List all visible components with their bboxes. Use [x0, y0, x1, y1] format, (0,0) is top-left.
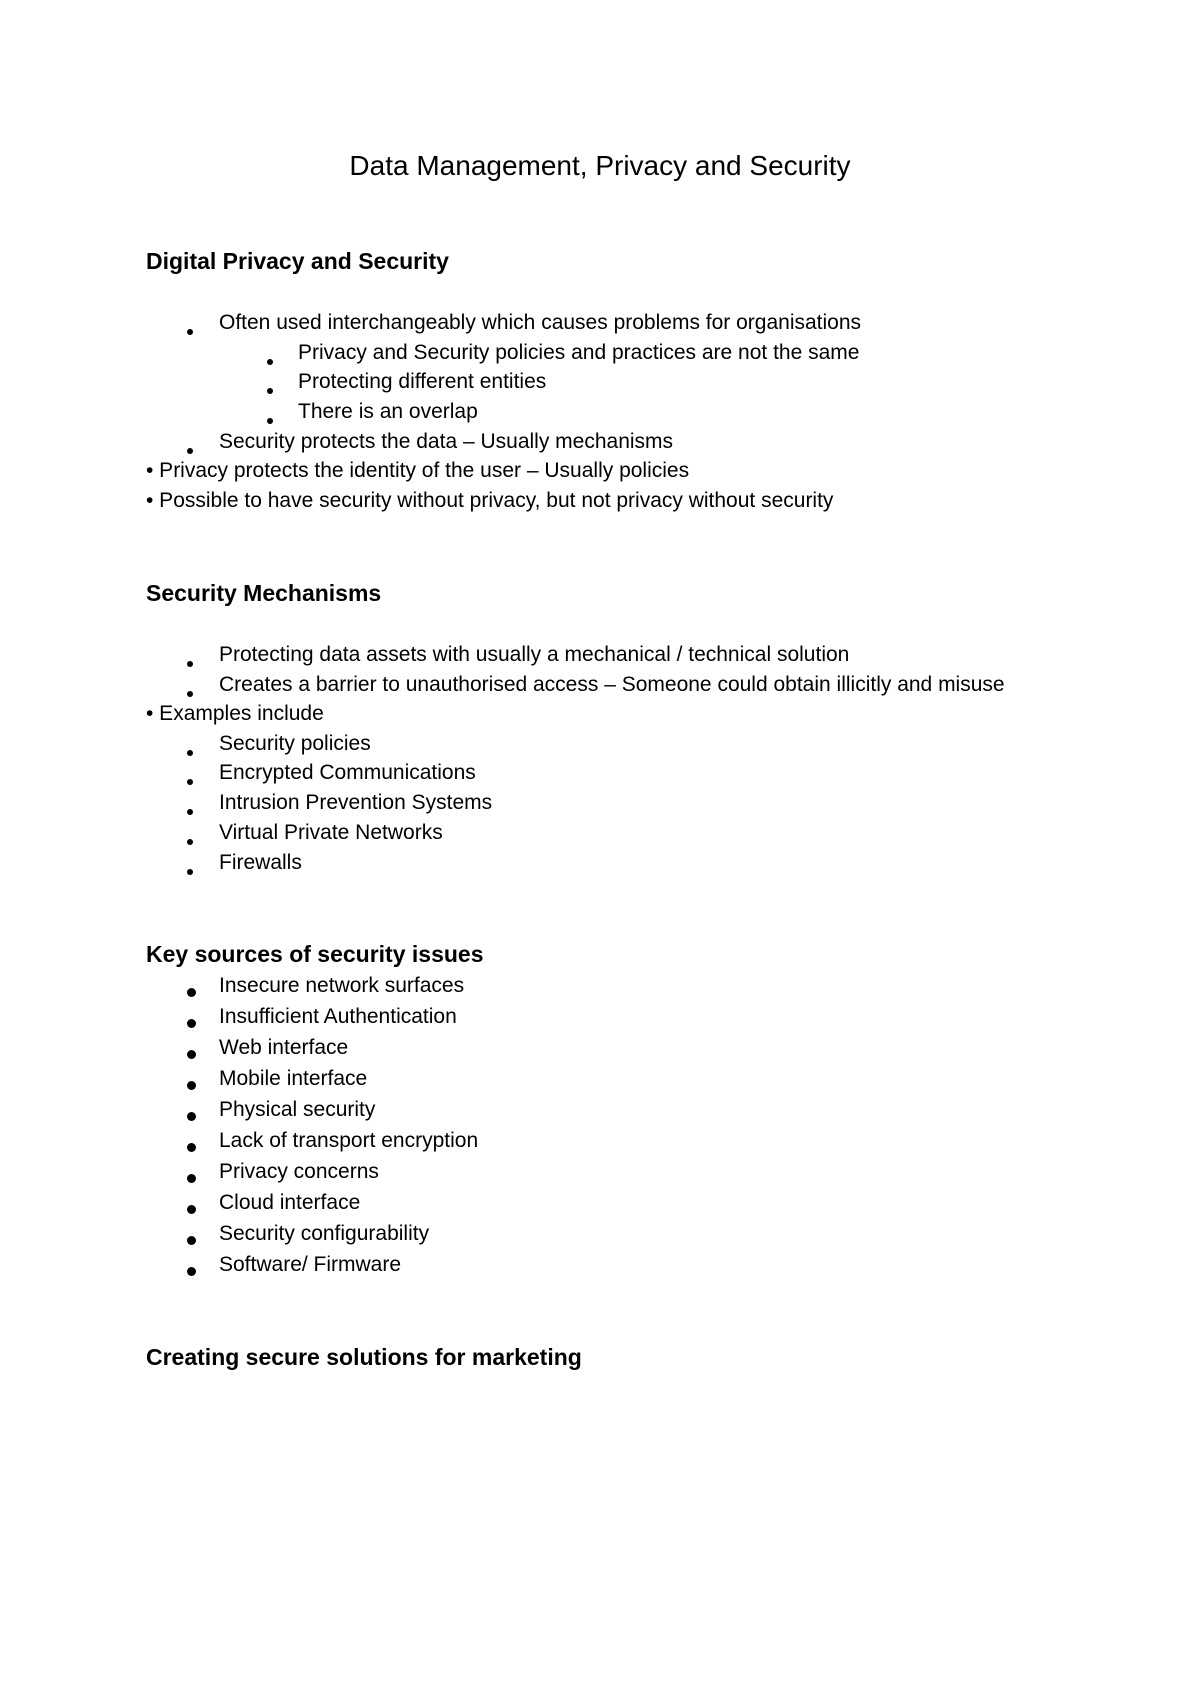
bullet-icon [187, 1232, 196, 1250]
section-heading-digital-privacy: Digital Privacy and Security [146, 248, 449, 274]
bullet-icon [187, 832, 193, 850]
bullet-icon [187, 1139, 196, 1157]
bullet-icon [187, 684, 193, 702]
section-heading-security-mechanisms: Security Mechanisms [146, 580, 382, 606]
bullet-icon [187, 743, 193, 761]
bullet-icon [187, 862, 193, 880]
list-item: Protecting different entities [298, 370, 547, 393]
bullet-icon [187, 441, 193, 459]
list-item: Encrypted Communications [219, 761, 476, 784]
list-item: • Possible to have security without privacy, but not privacy without security [146, 489, 834, 512]
section-heading-secure-solutions: Creating secure solutions for marketing [146, 1344, 582, 1370]
list-item: Lack of transport encryption [219, 1129, 479, 1152]
list-item: Security protects the data – Usually mechanisms [219, 430, 674, 453]
section-heading-key-sources: Key sources of security issues [146, 941, 484, 967]
list-item: Web interface [219, 1036, 349, 1059]
bullet-icon [187, 772, 193, 790]
list-item: Virtual Private Networks [219, 821, 443, 844]
list-item: Privacy concerns [219, 1160, 379, 1183]
bullet-icon [187, 322, 193, 340]
list-item: Security policies [219, 732, 371, 755]
bullet-icon [187, 1263, 196, 1281]
list-item: Mobile interface [219, 1067, 368, 1090]
list-item: Creates a barrier to unauthorised access – Someone could obtain illicitly and misuse [219, 673, 1005, 696]
bullet-icon [267, 411, 273, 429]
bullet-icon [187, 802, 193, 820]
document-title: Data Management, Privacy and Security [349, 150, 851, 181]
list-item: • Examples include [146, 702, 324, 725]
list-item: Insufficient Authentication [219, 1005, 457, 1028]
bullet-icon [187, 984, 196, 1002]
list-item: Cloud interface [219, 1191, 361, 1214]
list-item: Intrusion Prevention Systems [219, 791, 493, 814]
bullet-icon [187, 1015, 196, 1033]
list-item: Security configurability [219, 1222, 430, 1245]
list-item: Insecure network surfaces [219, 974, 465, 997]
list-item: Privacy and Security policies and practices are not the same [298, 341, 860, 364]
bullet-icon [267, 381, 273, 399]
bullet-icon [187, 1077, 196, 1095]
bullet-icon [187, 1046, 196, 1064]
list-item: Firewalls [219, 851, 302, 874]
list-item: Software/ Firmware [219, 1253, 402, 1276]
list-item: • Privacy protects the identity of the user – Usually policies [146, 459, 690, 482]
list-item: There is an overlap [298, 400, 478, 423]
list-item: Protecting data assets with usually a mechanical / technical solution [219, 643, 850, 666]
bullet-icon [187, 1201, 196, 1219]
list-item: Physical security [219, 1098, 376, 1121]
bullet-icon [187, 1170, 196, 1188]
bullet-icon [187, 1108, 196, 1126]
list-item: Often used interchangeably which causes problems for organisations [219, 311, 862, 334]
bullet-icon [267, 352, 273, 370]
bullet-icon [187, 654, 193, 672]
